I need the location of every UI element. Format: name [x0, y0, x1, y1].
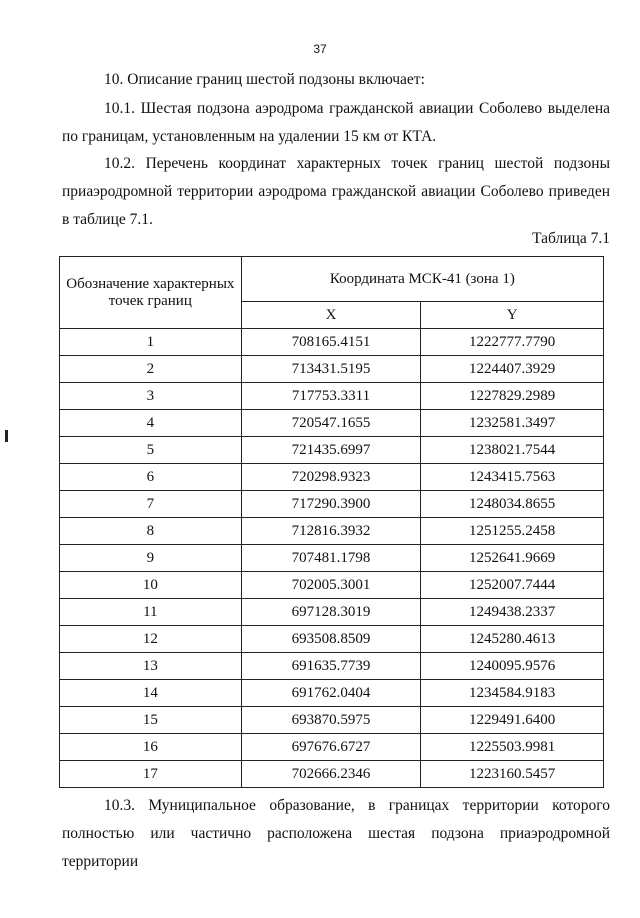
table-row [60, 464, 604, 491]
table-row [60, 518, 604, 545]
y-coordinate-cell: 1222777.7790 [421, 329, 604, 356]
x-coordinate-cell: 720547.1655 [241, 410, 421, 437]
x-coordinate-cell: 691635.7739 [241, 653, 421, 680]
table-caption: Таблица 7.1 [532, 230, 610, 247]
header-x: X [241, 302, 421, 329]
point-number-cell: 7 [60, 491, 242, 518]
table-row [60, 410, 604, 437]
x-coordinate-cell: 697128.3019 [241, 599, 421, 626]
x-coordinate-cell: 717290.3900 [241, 491, 421, 518]
point-number-cell: 10 [60, 572, 242, 599]
paragraph-10-2: 10.2. Перечень координат характерных точек границ шестой подзоны приаэродромной территории аэродрома гражданской авиации Соболево приведен в таблице 7.1. [62, 155, 610, 228]
paragraph-10-1: 10.1. Шестая подзона аэродрома гражданской авиации Соболево выделена по границам, установленным на удалении 15 км от КТА. [62, 100, 610, 145]
point-number-cell: 12 [60, 626, 242, 653]
point-number-cell: 2 [60, 356, 242, 383]
y-coordinate-cell: 1229491.6400 [421, 707, 604, 734]
point-number-cell: 1 [60, 329, 242, 356]
table-row [60, 383, 604, 410]
y-coordinate-cell: 1249438.2337 [421, 599, 604, 626]
table-row [60, 680, 604, 707]
y-coordinate-cell: 1225503.9981 [421, 734, 604, 761]
x-coordinate-cell: 691762.0404 [241, 680, 421, 707]
x-coordinate-cell: 702666.2346 [241, 761, 421, 788]
point-number-cell: 14 [60, 680, 242, 707]
table-row [60, 437, 604, 464]
y-coordinate-cell: 1245280.4613 [421, 626, 604, 653]
table-row [60, 356, 604, 383]
point-number-cell: 13 [60, 653, 242, 680]
x-coordinate-cell: 721435.6997 [241, 437, 421, 464]
header-coordinate-system: Координата МСК-41 (зона 1) [241, 257, 603, 302]
header-points: Обозначение характерных точек границ [60, 257, 242, 329]
y-coordinate-cell: 1234584.9183 [421, 680, 604, 707]
point-number-cell: 6 [60, 464, 242, 491]
x-coordinate-cell: 697676.6727 [241, 734, 421, 761]
x-coordinate-cell: 717753.3311 [241, 383, 421, 410]
y-coordinate-cell: 1223160.5457 [421, 761, 604, 788]
x-coordinate-cell: 693508.8509 [241, 626, 421, 653]
header-y: Y [421, 302, 604, 329]
table-row [60, 329, 604, 356]
point-number-cell: 4 [60, 410, 242, 437]
y-coordinate-cell: 1252641.9669 [421, 545, 604, 572]
x-coordinate-cell: 707481.1798 [241, 545, 421, 572]
table-row [60, 491, 604, 518]
paragraph-10-3: 10.3. Муниципальное образование, в границах территории которого полностью или частично расположена шестая подзона приаэродромной территории [62, 797, 610, 870]
x-coordinate-cell: 720298.9323 [241, 464, 421, 491]
point-number-cell: 16 [60, 734, 242, 761]
coordinates-table [59, 256, 604, 788]
point-number-cell: 11 [60, 599, 242, 626]
y-coordinate-cell: 1232581.3497 [421, 410, 604, 437]
table-row [60, 572, 604, 599]
table-row [60, 653, 604, 680]
x-coordinate-cell: 713431.5195 [241, 356, 421, 383]
point-number-cell: 15 [60, 707, 242, 734]
y-coordinate-cell: 1238021.7544 [421, 437, 604, 464]
x-coordinate-cell: 712816.3932 [241, 518, 421, 545]
y-coordinate-cell: 1248034.8655 [421, 491, 604, 518]
y-coordinate-cell: 1243415.7563 [421, 464, 604, 491]
table-row [60, 707, 604, 734]
y-coordinate-cell: 1224407.3929 [421, 356, 604, 383]
table-row [60, 761, 604, 788]
scan-mark [5, 430, 8, 442]
y-coordinate-cell: 1251255.2458 [421, 518, 604, 545]
page-number: 37 [313, 42, 327, 56]
x-coordinate-cell: 702005.3001 [241, 572, 421, 599]
point-number-cell: 17 [60, 761, 242, 788]
x-coordinate-cell: 708165.4151 [241, 329, 421, 356]
y-coordinate-cell: 1252007.7444 [421, 572, 604, 599]
x-coordinate-cell: 693870.5975 [241, 707, 421, 734]
y-coordinate-cell: 1227829.2989 [421, 383, 604, 410]
y-coordinate-cell: 1240095.9576 [421, 653, 604, 680]
point-number-cell: 5 [60, 437, 242, 464]
table-row [60, 626, 604, 653]
point-number-cell: 3 [60, 383, 242, 410]
table-row [60, 734, 604, 761]
point-number-cell: 9 [60, 545, 242, 572]
point-number-cell: 8 [60, 518, 242, 545]
paragraph-10: 10. Описание границ шестой подзоны включает: [104, 71, 425, 88]
table-row [60, 545, 604, 572]
table-row [60, 599, 604, 626]
